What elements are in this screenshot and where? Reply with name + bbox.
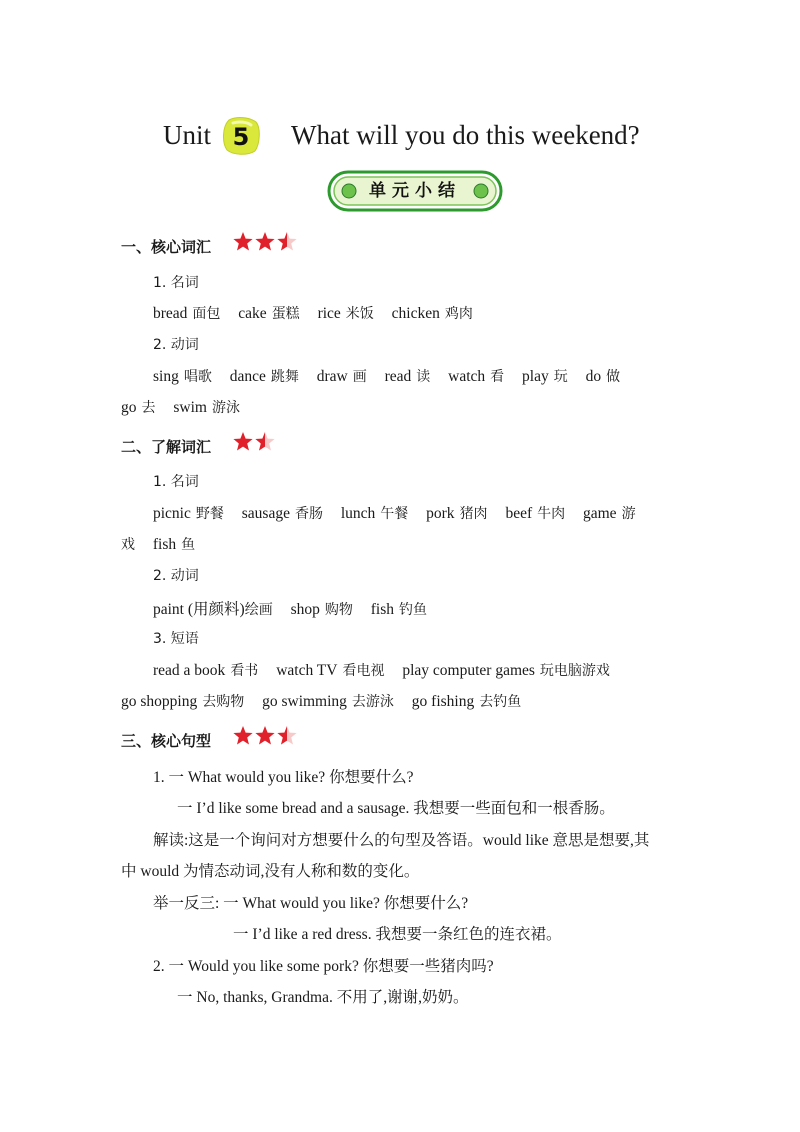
extra-nouns-line-2 bbox=[121, 534, 195, 554]
word: watch bbox=[448, 368, 486, 385]
word: sausage bbox=[241, 505, 290, 522]
verbs-label: 2. 动词 bbox=[153, 337, 199, 353]
word: do bbox=[585, 368, 602, 385]
word: lunch bbox=[340, 505, 376, 522]
sentence-2-answer: 一 No, thanks, Grandma. 不用了,谢谢,奶奶。 bbox=[177, 989, 469, 1006]
example-question: 举一反三: 一 What would you like? 你想要什么? bbox=[153, 895, 469, 912]
word-meaning: 玩 bbox=[553, 369, 568, 385]
extra-nouns-line bbox=[153, 503, 636, 523]
word: game bbox=[582, 505, 617, 522]
phrases-label: 3. 短语 bbox=[153, 631, 199, 647]
word-meaning: 绘画 bbox=[244, 602, 273, 618]
phrase: watch TV bbox=[276, 662, 338, 679]
word-meaning: 戏 bbox=[121, 537, 135, 553]
word-meaning: 游泳 bbox=[211, 400, 240, 416]
word-meaning: 面包 bbox=[192, 306, 221, 322]
word-meaning: 去 bbox=[141, 400, 156, 416]
word-meaning: 香肠 bbox=[294, 506, 323, 522]
core-verbs-line-2 bbox=[121, 397, 240, 417]
nouns-label: 1. 名词 bbox=[153, 275, 199, 291]
word-meaning: 唱歌 bbox=[183, 369, 212, 385]
phrase-meaning: 看电视 bbox=[342, 663, 385, 679]
word-meaning: 钓鱼 bbox=[399, 602, 427, 618]
verbs-label: 2. 动词 bbox=[153, 568, 199, 584]
sentence-1-question: 1. 一 What would you like? 你想要什么? bbox=[153, 769, 414, 786]
word-meaning: 牛肉 bbox=[537, 506, 566, 522]
word: go bbox=[121, 399, 137, 416]
word-meaning: 蛋糕 bbox=[271, 306, 300, 322]
phrase: go shopping bbox=[121, 693, 198, 710]
core-nouns-line bbox=[153, 303, 473, 323]
word: paint (用颜料) bbox=[153, 601, 245, 618]
sentence-1-answer: 一 I’d like some bread and a sausage. 我想要一些面包和一根香肠。 bbox=[177, 800, 615, 817]
word: draw bbox=[316, 368, 348, 385]
word-meaning: 猪肉 bbox=[459, 506, 488, 522]
word: play bbox=[522, 368, 549, 385]
word-meaning: 鸡肉 bbox=[444, 306, 473, 322]
word-meaning: 跳舞 bbox=[270, 369, 299, 385]
word-meaning: 野餐 bbox=[195, 506, 224, 522]
summary-banner bbox=[327, 170, 503, 212]
rating-stars bbox=[233, 231, 299, 253]
word: fish bbox=[152, 536, 177, 553]
phrase: read a book bbox=[153, 662, 226, 679]
sentence-2-question: 2. 一 Would you like some pork? 你想要一些猪肉吗? bbox=[153, 958, 494, 975]
unit-number: 5 bbox=[232, 123, 250, 151]
word: beef bbox=[505, 505, 533, 522]
unit-heading: What will you do this weekend? bbox=[291, 120, 640, 150]
word: sing bbox=[153, 368, 179, 385]
phrases-line-2 bbox=[121, 691, 521, 711]
word: dance bbox=[229, 368, 266, 385]
nouns-label: 1. 名词 bbox=[153, 474, 199, 490]
unit-label: Unit bbox=[163, 120, 212, 150]
extra-verbs-line bbox=[153, 597, 427, 619]
example-answer: 一 I’d like a red dress. 我想要一条红色的连衣裙。 bbox=[233, 926, 562, 943]
word: pork bbox=[426, 505, 455, 522]
word-meaning: 游 bbox=[621, 506, 636, 522]
word-meaning: 购物 bbox=[324, 602, 353, 618]
phrases-line bbox=[153, 660, 610, 680]
word: chicken bbox=[391, 305, 440, 322]
section-heading-core-sentences: 三、核心句型 bbox=[121, 732, 212, 750]
word: picnic bbox=[153, 505, 191, 522]
phrase-meaning: 玩电脑游戏 bbox=[539, 663, 610, 679]
word-meaning: 米饭 bbox=[345, 306, 374, 322]
banner-label: 单元小结 bbox=[369, 181, 461, 201]
phrase-meaning: 去钓鱼 bbox=[479, 694, 522, 710]
word: read bbox=[384, 368, 412, 385]
word: fish bbox=[370, 601, 394, 618]
section-heading-extra-vocab: 二、了解词汇 bbox=[121, 438, 212, 456]
phrase: go swimming bbox=[262, 693, 347, 710]
word-meaning: 画 bbox=[352, 369, 367, 385]
rating-stars bbox=[233, 431, 277, 453]
word: bread bbox=[153, 305, 188, 322]
phrase: play computer games bbox=[402, 662, 535, 679]
word-meaning: 午餐 bbox=[380, 506, 409, 522]
word: cake bbox=[238, 305, 267, 322]
word: swim bbox=[173, 399, 207, 416]
page-title bbox=[0, 116, 800, 160]
section-heading-core-vocab: 一、核心词汇 bbox=[121, 238, 212, 256]
phrase: go fishing bbox=[411, 693, 475, 710]
word: shop bbox=[290, 601, 320, 618]
unit-number-badge bbox=[221, 116, 261, 156]
sentence-1-note: 解读:这是一个询问对方想要什么的句型及答语。would like 意思是想要,其 bbox=[153, 832, 650, 849]
phrase-meaning: 看书 bbox=[230, 663, 259, 679]
phrase-meaning: 去购物 bbox=[202, 694, 245, 710]
word-meaning: 鱼 bbox=[181, 537, 196, 553]
sentence-1-note-cont: 中 would 为情态动词,没有人称和数的变化。 bbox=[121, 863, 420, 880]
phrase-meaning: 去游泳 bbox=[351, 694, 394, 710]
rating-stars bbox=[233, 725, 299, 747]
word-meaning: 看 bbox=[490, 369, 505, 385]
word: rice bbox=[317, 305, 341, 322]
core-verbs-line bbox=[153, 366, 620, 386]
word-meaning: 做 bbox=[606, 369, 621, 385]
word-meaning: 读 bbox=[416, 369, 431, 385]
